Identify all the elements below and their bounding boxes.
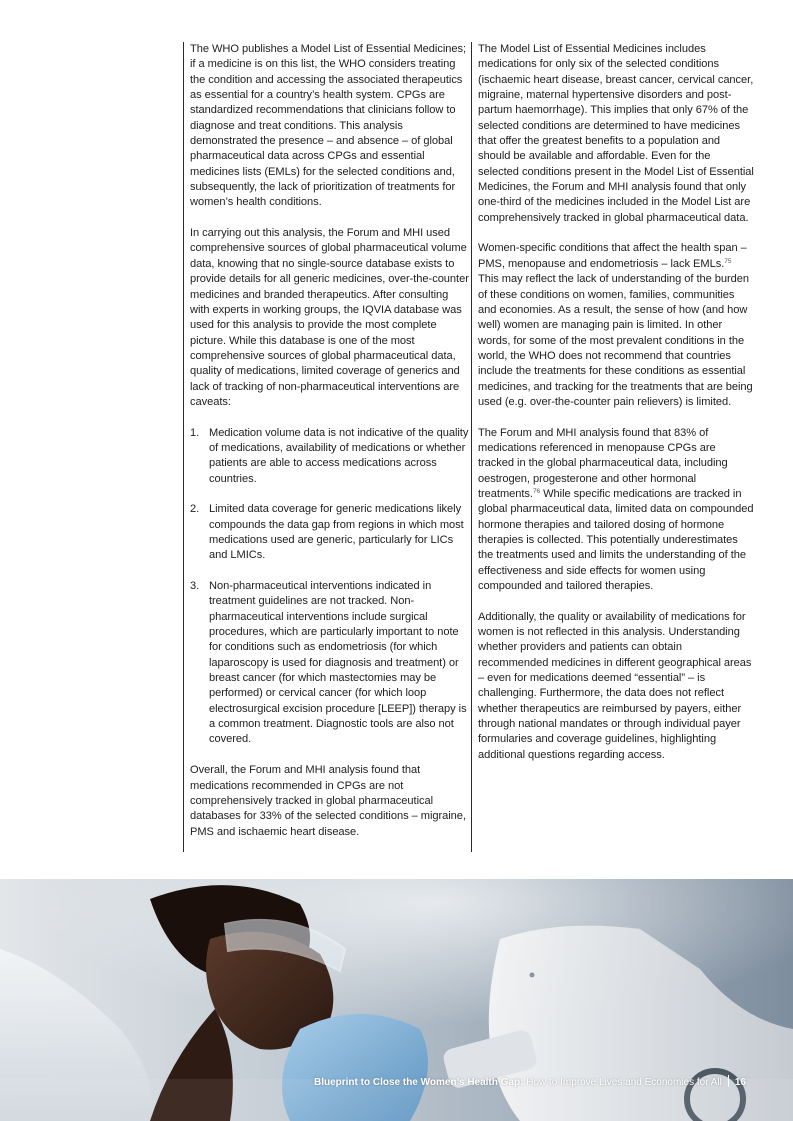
paragraph: In carrying out this analysis, the Forum and MHI used comprehensive sources of global pharmaceutical volume data, knowing that no single-source database exists to provide details for all generic medicines, over-the-counter medicines and branded therapeutics. After consulting with experts in working groups, the IQVIA database was used for this analysis to provide the most complete picture. While this database is one of the most comprehensive sources of global pharmaceutical data, quality of medications, limited coverage of generics and lack of tracking of non-pharmaceutical interventions are caveats: [190,227,469,408]
paragraph-text: Women-specific conditions that affect the health span – PMS, menopause and endometriosis – lack EMLs. [478,242,747,270]
right-text-column [471,42,754,852]
caveat-list [190,426,470,748]
page-number: 16 [734,1077,746,1088]
list-item [190,502,470,563]
footer-divider [728,1075,729,1087]
list-item [190,426,470,487]
paragraph: The Model List of Essential Medicines includes medications for only six of the selected conditions (ischaemic heart disease, breast cancer, cervical cancer, migraine, maternal hypertensive disorders and post-partum haemorrhage). This implies that only 67% of the selected conditions are determined to have medicines that offer the greatest benefits to a population and should be available and affordable. Even for the selected conditions present in the Model List of Essential Medicines, the Forum and MHI analysis found that only one-third of the medicines included in the Model List are comprehensively tracked in global pharmaceutical data. [478,43,754,224]
paragraph-text: The Forum and MHI analysis found that 83% of medications referenced in menopause CPGs are tracked in the global pharmaceutical data, including oestrogen, progesterone and other hormonal treatments. [478,426,728,500]
paragraph: Overall, the Forum and MHI analysis found that medications recommended in CPGs are not comprehensively tracked in global pharmaceutical databases for 33% of the selected conditions – migraine, PMS and ischaemic heart disease. [190,764,466,838]
list-text: Non-pharmaceutical interventions indicated in treatment guidelines are not tracked. Non-pharmaceutical interventions include surgical procedures, which are particularly important to note for conditions such as endometriosis (for which laparoscopy is used for diagnosis and treatment) or breast cancer (for which mastectomies may be performed) or cervical cancer (for which loop electrosurgical excision procedure [LEEP]) therapy is a common treatment. Diagnostic tools are also not covered. [209,580,467,746]
paragraph: The WHO publishes a Model List of Essential Medicines; if a medicine is on this list, the WHO considers treating the condition and accessing the associated therapeutics as essential for a country’s health system. CPGs are standardized recommendations that clinicians follow to diagnose and treat conditions. This analysis demonstrated the presence – and absence – of global pharmaceutical data across CPGs and essential medicines lists (EMLs) for the selected conditions and, subsequently, the lack of prioritization of treatments for women’s health conditions. [190,43,466,209]
footer-report-title: Blueprint to Close the Women’s Health Gap: [313,1077,524,1088]
list-text: Limited data coverage for generic medications likely compounds the data gap from regions in which most medications used are generic, particularly for LICs and LMICs. [209,503,464,562]
paragraph-text: This may reflect the lack of understanding of the burden of these conditions on women, families, communities and economies. As a result, the sense of how (and how well) women are managing pain is limited. In other words, for some of the most prevalent conditions in the world, the WHO does not recommend that countries include the treatments for these conditions as essential medicines, and tracking for the treatments that are being used (e.g. over-the-counter pain relievers) is limited. [478,273,753,408]
list-item [190,579,470,748]
page-footer [314,1075,746,1088]
list-number: 2. [190,503,200,516]
paragraph [478,426,754,595]
paragraph [478,241,754,410]
footnote-ref[interactable]: 76 [532,487,541,495]
paragraph: Additionally, the quality or availability of medications for women is not reflected in this analysis. Understanding whether providers and patients can obtain recommended medicines in different geographical areas – even for medications deemed “essential” – is challenging. Furthermore, the data does not reflect whether therapeutics are reimbursed by payers, either through national mandates or through individual payer formularies and coverage guidelines, highlighting additional questions regarding access. [478,610,752,761]
list-number: 3. [190,580,200,593]
left-text-column [183,42,470,852]
paragraph-text: While specific medications are tracked in global pharmaceutical data, limited data on compounded hormone therapies and tailored dosing of hormone therapies is collected. This potentially underestimates the treatments used and limits the understanding of the effectiveness and side effects for women using compounded and tailored therapies. [478,487,754,593]
list-text: Medication volume data is not indicative of the quality of medications, availability of medications or whether patients are able to access medications across countries. [209,426,469,485]
list-number: 1. [190,426,200,439]
footnote-ref[interactable]: 75 [724,257,732,265]
footer-report-subtitle: How to Improve Lives and Economies for All [523,1077,722,1088]
lab-scientist-photo [0,879,793,1121]
